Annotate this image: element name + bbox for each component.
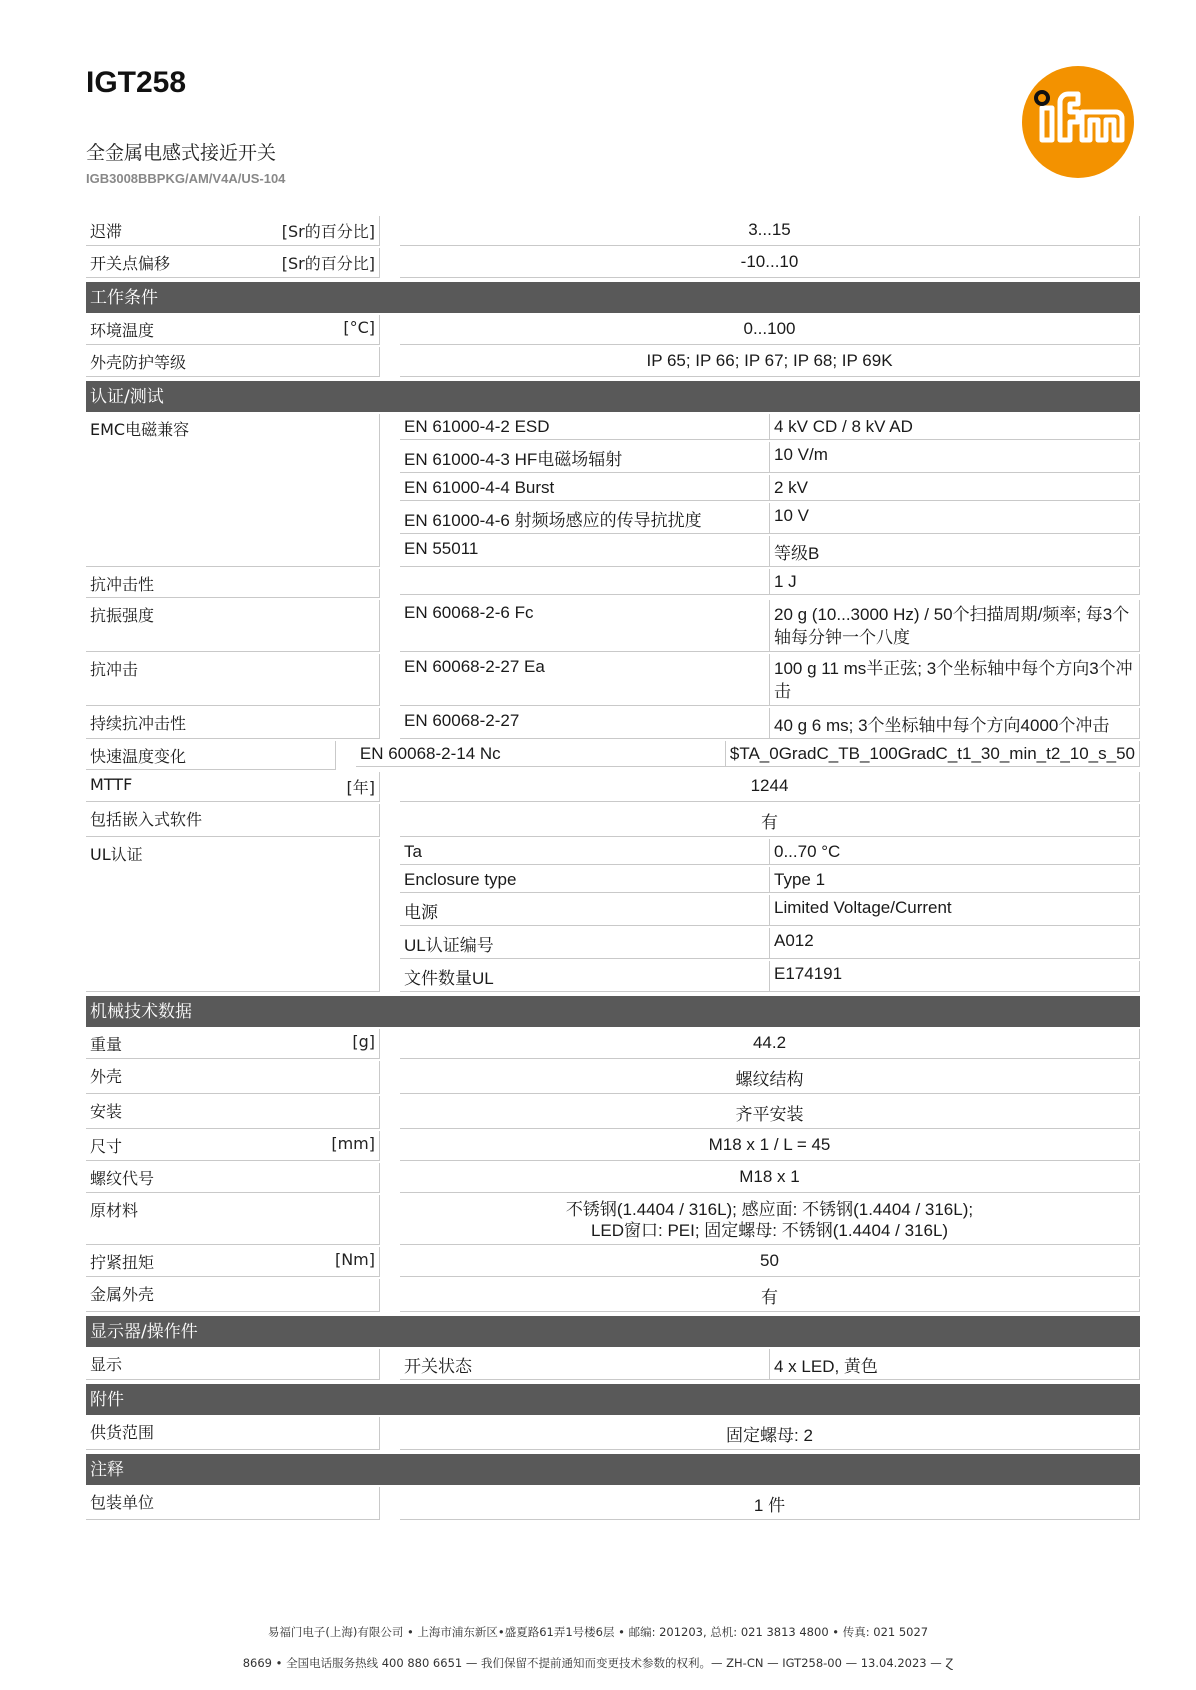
- spec-subkey: Enclosure type: [400, 867, 770, 893]
- spec-subkey: EN 60068-2-27: [400, 708, 770, 739]
- spec-row: [86, 1061, 1140, 1094]
- spec-label-cell: [86, 804, 380, 837]
- spec-label-cell: [86, 600, 380, 652]
- spec-subrow: [400, 600, 1140, 652]
- spec-subrow: [400, 895, 1140, 926]
- spec-label-cell: [86, 772, 380, 802]
- spec-unit: [Sr的百分比]: [281, 222, 375, 241]
- spec-label: UL认证: [90, 845, 143, 864]
- spec-label-cell: [86, 315, 380, 345]
- spec-subvalue: 10 V: [770, 503, 1140, 534]
- spec-subrow: [400, 536, 1140, 567]
- spec-value: 50: [400, 1247, 1140, 1277]
- section-header: 显示器/操作件: [86, 1316, 1140, 1347]
- spec-label-cell: [86, 654, 380, 706]
- spec-row: [86, 600, 1140, 652]
- spec-value: 有: [400, 1279, 1140, 1312]
- spec-label-cell: [86, 1487, 380, 1520]
- spec-label: 显示: [90, 1355, 123, 1374]
- spec-label: EMC电磁兼容: [90, 420, 190, 439]
- spec-subkey: 开关状态: [400, 1349, 770, 1380]
- spec-label: 包括嵌入式软件: [90, 810, 203, 829]
- spec-subrow: [400, 961, 1140, 992]
- spec-subkey: EN 60068-2-14 Nc: [356, 741, 726, 767]
- spec-label-cell: [86, 1029, 380, 1059]
- spec-label: 重量: [90, 1035, 123, 1054]
- spec-label-cell: [86, 741, 336, 770]
- spec-label-cell: [86, 708, 380, 739]
- spec-label-cell: [86, 1163, 380, 1193]
- spec-row: [86, 1195, 1140, 1245]
- spec-label-cell: [86, 1195, 380, 1245]
- spec-subkey: UL认证编号: [400, 928, 770, 959]
- spec-subkey: [400, 569, 770, 595]
- spec-label: 迟滞: [90, 222, 123, 241]
- spec-subrow: [400, 475, 1140, 501]
- spec-unit: [Sr的百分比]: [281, 254, 375, 273]
- ifm-logo: [1020, 64, 1136, 180]
- spec-value: 1 件: [400, 1487, 1140, 1520]
- spec-label: 持续抗冲击性: [90, 714, 187, 733]
- spec-subvalue: 1 J: [770, 569, 1140, 595]
- spec-subvalue: $TA_0GradC_TB_100GradC_t1_30_min_t2_10_s_50: [726, 741, 1140, 767]
- spec-subkey: EN 60068-2-27 Ea: [400, 654, 770, 706]
- spec-row: [86, 839, 1140, 992]
- spec-subrow: [400, 839, 1140, 865]
- spec-row: [86, 216, 1140, 246]
- section-header: 注释: [86, 1454, 1140, 1485]
- spec-subvalue: 40 g 6 ms; 3个坐标轴中每个方向4000个冲击: [770, 708, 1140, 739]
- product-title: IGT258: [86, 66, 187, 99]
- spec-unit: [g]: [352, 1032, 375, 1051]
- spec-subvalue: 10 V/m: [770, 442, 1140, 473]
- section-header: 认证/测试: [86, 381, 1140, 412]
- spec-label: 抗冲击: [90, 660, 139, 679]
- spec-subvalue: 20 g (10...3000 Hz) / 50个扫描周期/频率; 每3个轴每分钟一个八度: [770, 600, 1140, 652]
- spec-subkey: EN 61000-4-6 射频场感应的传导抗扰度: [400, 503, 770, 534]
- section-header: 工作条件: [86, 282, 1140, 313]
- spec-value: M18 x 1 / L = 45: [400, 1131, 1140, 1161]
- spec-label-cell: [86, 248, 380, 278]
- footer-address: 易福门电子(上海)有限公司 • 上海市浦东新区•盛夏路61弄1号楼6层 • 邮编: 201203, 总机: 021 3813 4800 • 传真: 021 5027: [267, 1625, 929, 1639]
- spec-subrow: [400, 708, 1140, 739]
- spec-row: [86, 654, 1140, 706]
- spec-label: 包装单位: [90, 1493, 155, 1512]
- spec-value: 0...100: [400, 315, 1140, 345]
- spec-subrow: [400, 867, 1140, 893]
- spec-row: [86, 1487, 1140, 1520]
- spec-label: 快速温度变化: [90, 747, 187, 766]
- spec-label-cell: [86, 839, 380, 992]
- spec-label: 抗冲击性: [90, 575, 155, 594]
- spec-subvalue: 4 kV CD / 8 kV AD: [770, 414, 1140, 440]
- spec-row: [86, 804, 1140, 837]
- spec-label: 拧紧扭矩: [90, 1253, 155, 1272]
- spec-label-cell: [86, 414, 380, 567]
- spec-row: [86, 1247, 1140, 1277]
- spec-label: 尺寸: [90, 1137, 123, 1156]
- spec-subrow: [400, 442, 1140, 473]
- spec-row: [86, 1029, 1140, 1059]
- spec-label: 外壳防护等级: [90, 353, 187, 372]
- spec-subvalue: A012: [770, 928, 1140, 959]
- spec-value: 3...15: [400, 216, 1140, 246]
- spec-row: [86, 569, 1140, 598]
- spec-value: 螺纹结构: [400, 1061, 1140, 1094]
- spec-label: 供货范围: [90, 1423, 155, 1442]
- spec-label: 安装: [90, 1102, 123, 1121]
- spec-label-cell: [86, 347, 380, 377]
- spec-subrow: [400, 928, 1140, 959]
- spec-label-cell: [86, 216, 380, 246]
- spec-subvalue: 100 g 11 ms半正弦; 3个坐标轴中每个方向3个冲击: [770, 654, 1140, 706]
- spec-value: -10...10: [400, 248, 1140, 278]
- order-code: IGB3008BBPKG/AM/V4A/US-104: [86, 171, 286, 186]
- spec-subvalue: 4 x LED, 黄色: [770, 1349, 1140, 1380]
- spec-label: 开关点偏移: [90, 254, 171, 273]
- spec-row: [86, 1131, 1140, 1161]
- spec-subkey: EN 61000-4-2 ESD: [400, 414, 770, 440]
- spec-value: 不锈钢(1.4404 / 316L); 感应面: 不锈钢(1.4404 / 316L); LED窗口: PEI; 固定螺母: 不锈钢(1.4404 / 316L): [400, 1195, 1140, 1245]
- spec-subrow: [400, 414, 1140, 440]
- spec-subvalue: Limited Voltage/Current: [770, 895, 1140, 926]
- section-header: 附件: [86, 1384, 1140, 1415]
- spec-row: [86, 741, 1140, 770]
- spec-value: 固定螺母: 2: [400, 1417, 1140, 1450]
- spec-label-cell: [86, 569, 380, 598]
- spec-row: [86, 1279, 1140, 1312]
- spec-label-cell: [86, 1061, 380, 1094]
- spec-subrow: [400, 569, 1140, 595]
- spec-row: [86, 414, 1140, 567]
- spec-label-cell: [86, 1349, 380, 1380]
- spec-row: [86, 1349, 1140, 1380]
- spec-label: 环境温度: [90, 321, 155, 340]
- spec-label: 金属外壳: [90, 1285, 155, 1304]
- spec-subvalue: Type 1: [770, 867, 1140, 893]
- spec-row: [86, 1096, 1140, 1129]
- spec-value: 1244: [400, 772, 1140, 802]
- spec-subkey: EN 61000-4-4 Burst: [400, 475, 770, 501]
- spec-row: [86, 248, 1140, 278]
- spec-unit: [mm]: [331, 1134, 375, 1153]
- spec-value: M18 x 1: [400, 1163, 1140, 1193]
- spec-row: [86, 772, 1140, 802]
- spec-unit: [年]: [346, 778, 375, 797]
- spec-subkey: 文件数量UL: [400, 961, 770, 992]
- spec-subrow: [400, 503, 1140, 534]
- section-header: 机械技术数据: [86, 996, 1140, 1027]
- spec-value: 44.2: [400, 1029, 1140, 1059]
- spec-label: 抗振强度: [90, 606, 155, 625]
- spec-label-cell: [86, 1131, 380, 1161]
- spec-label: 外壳: [90, 1067, 123, 1086]
- spec-subvalue: 等级B: [770, 536, 1140, 567]
- spec-label-cell: [86, 1096, 380, 1129]
- footer-legal: 8669 • 全国电话服务热线 400 880 6651 — 我们保留不提前通知而变更技术参数的权利。— ZH-CN — IGT258-00 — 13.04.2023 — Ɀ: [242, 1656, 954, 1670]
- spec-subrow: [400, 654, 1140, 706]
- spec-subvalue: 2 kV: [770, 475, 1140, 501]
- spec-label-cell: [86, 1417, 380, 1450]
- spec-subkey: EN 60068-2-6 Fc: [400, 600, 770, 652]
- spec-label-cell: [86, 1279, 380, 1312]
- spec-subkey: EN 61000-4-3 HF电磁场辐射: [400, 442, 770, 473]
- spec-subrow: [356, 741, 1140, 767]
- spec-row: [86, 1163, 1140, 1193]
- spec-subkey: EN 55011: [400, 536, 770, 567]
- spec-value: 齐平安装: [400, 1096, 1140, 1129]
- spec-subvalue: 0...70 °C: [770, 839, 1140, 865]
- spec-row: [86, 347, 1140, 377]
- spec-row: [86, 1417, 1140, 1450]
- spec-label: 原材料: [90, 1201, 139, 1220]
- spec-subvalue: E174191: [770, 961, 1140, 992]
- spec-label: 螺纹代号: [90, 1169, 155, 1188]
- spec-row: [86, 708, 1140, 739]
- spec-label-cell: [86, 1247, 380, 1277]
- spec-subkey: 电源: [400, 895, 770, 926]
- spec-table: [86, 216, 1140, 1522]
- spec-value: IP 65; IP 66; IP 67; IP 68; IP 69K: [400, 347, 1140, 377]
- product-subtitle: 全金属电感式接近开关: [86, 142, 277, 164]
- spec-unit: [°C]: [343, 318, 375, 337]
- spec-subkey: Ta: [400, 839, 770, 865]
- spec-label: MTTF: [90, 775, 133, 794]
- spec-value: 有: [400, 804, 1140, 837]
- spec-row: [86, 315, 1140, 345]
- spec-subrow: [400, 1349, 1140, 1380]
- spec-unit: [Nm]: [334, 1250, 375, 1269]
